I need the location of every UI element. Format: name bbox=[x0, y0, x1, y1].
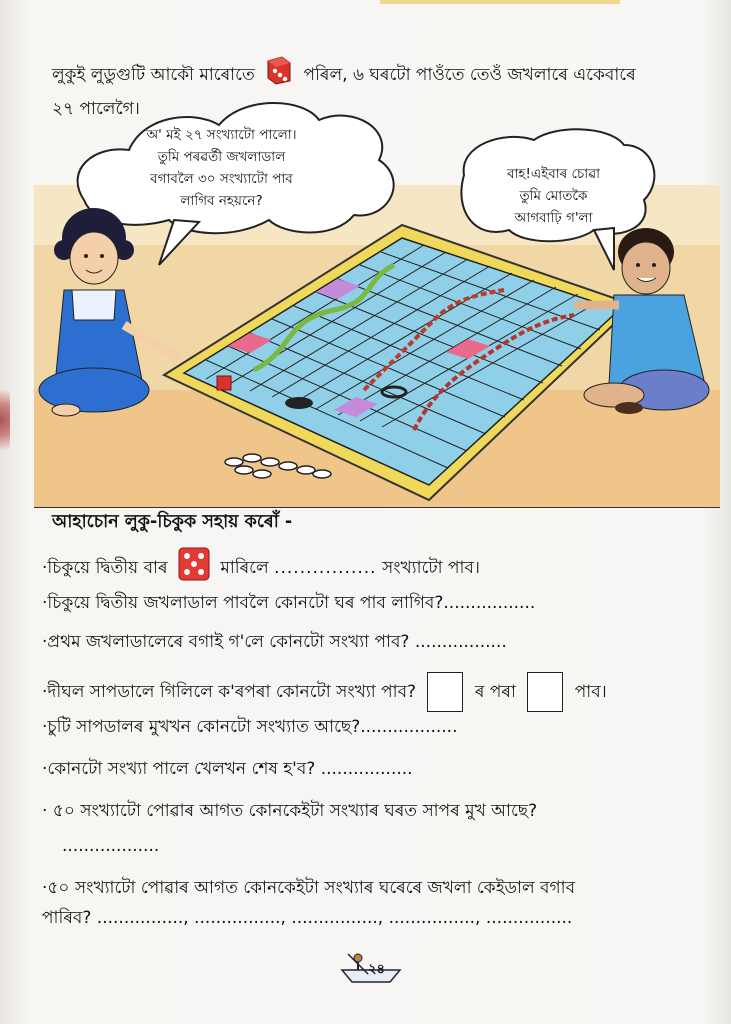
q1-text-a: ·চিকুয়ে দ্বিতীয় বাৰ bbox=[42, 558, 168, 578]
q4-answer-box-to[interactable] bbox=[527, 672, 563, 712]
intro-line2: ২৭ পালেগৈ। bbox=[52, 99, 140, 119]
top-edge-stripe bbox=[380, 0, 620, 4]
question-7: · ৫০ সংখ্যাটো পোৱাৰ আগত কোনকেইটা সংখ্যাৰ ঘৰত সাপৰ মুখ আছে? bbox=[42, 801, 538, 821]
q8-text-a: ·৫০ সংখ্যাটো পোৱাৰ আগত কোনকেইটা সংখ্যাৰ ঘৰেৰে জখলা কেইডাল বগাব bbox=[42, 878, 576, 898]
girl-bubble-line-1: অ' মই ২৭ সংখ্যাটো পালো। bbox=[146, 127, 297, 143]
binding-shadow bbox=[0, 380, 10, 460]
q1-answer-blank[interactable]: ................ bbox=[274, 558, 377, 578]
dice-three-icon bbox=[266, 55, 292, 95]
exercise-heading: আহাচোন লুকু-চিকুক সহায় কৰোঁ - bbox=[52, 512, 293, 532]
q4-text-c: পাব। bbox=[574, 682, 607, 702]
girl-bubble-line-2: তুমি পৰৱৰ্তী জখলাডাল bbox=[157, 149, 286, 165]
snakes-ladders-illustration bbox=[34, 90, 720, 508]
question-2: ·চিকুয়ে দ্বিতীয় জখলাডাল পাবলৈ কোনটো ঘৰ পাব লাগিব?................. bbox=[42, 593, 536, 613]
boy-speech-bubble bbox=[466, 163, 641, 229]
question-3: ·প্ৰথম জখলাডালেৰে বগাই গ'লে কোনটো সংখ্যা পাব? ................. bbox=[42, 632, 507, 652]
q4-text-b: ৰ পৰা bbox=[474, 682, 516, 702]
q1-text-b: মাৰিলে bbox=[220, 558, 269, 578]
question-5: ·চুটি সাপডালৰ মুখখন কোনটো সংখ্যাত আছে?.................. bbox=[42, 717, 458, 737]
boy-bubble-line-2: তুমি মোতকৈ bbox=[519, 188, 588, 204]
girl-speech-bubble bbox=[109, 124, 334, 212]
intro-line1-a: লুকুই লুডুগুটি আকৌ মাৰোতে bbox=[52, 65, 255, 85]
page-number: ২৪ bbox=[368, 962, 385, 977]
boy-bubble-line-3: আগবাঢ়ি গ'লা bbox=[514, 210, 593, 226]
q7-answer-blank[interactable]: .................. bbox=[62, 836, 160, 856]
q8-answer-blanks[interactable]: পাৰিব? ................, ................, ................, ................, ................ bbox=[42, 908, 573, 928]
girl-bubble-line-4: লাগিব নহয়নে? bbox=[180, 193, 263, 209]
dice-five-icon bbox=[177, 546, 211, 590]
page-number-badge bbox=[338, 950, 404, 990]
q1-text-d: সংখ্যাটো পাব। bbox=[381, 558, 480, 578]
intro-line1-b: পৰিল, ৬ ঘৰটো পাওঁতে তেওঁ জখলাৰে একেবাৰে bbox=[303, 65, 636, 85]
boy-bubble-line-1: বাহ!এইবাৰ চোৱা bbox=[506, 166, 601, 182]
q4-text-a: ·দীঘল সাপডালে গিলিলে ক'ৰপৰা কোনটো সংখ্যা পাব? bbox=[42, 682, 417, 702]
question-6: ·কোনটো সংখ্যা পালে খেলখন শেষ হ'ব? ................. bbox=[42, 759, 413, 779]
question-8 bbox=[42, 873, 712, 933]
q4-answer-box-from[interactable] bbox=[427, 672, 463, 712]
question-1 bbox=[42, 546, 480, 590]
girl-bubble-line-3: বগাবলৈ ৩০ সংখ্যাটো পাব bbox=[150, 171, 293, 187]
question-4 bbox=[42, 672, 607, 712]
